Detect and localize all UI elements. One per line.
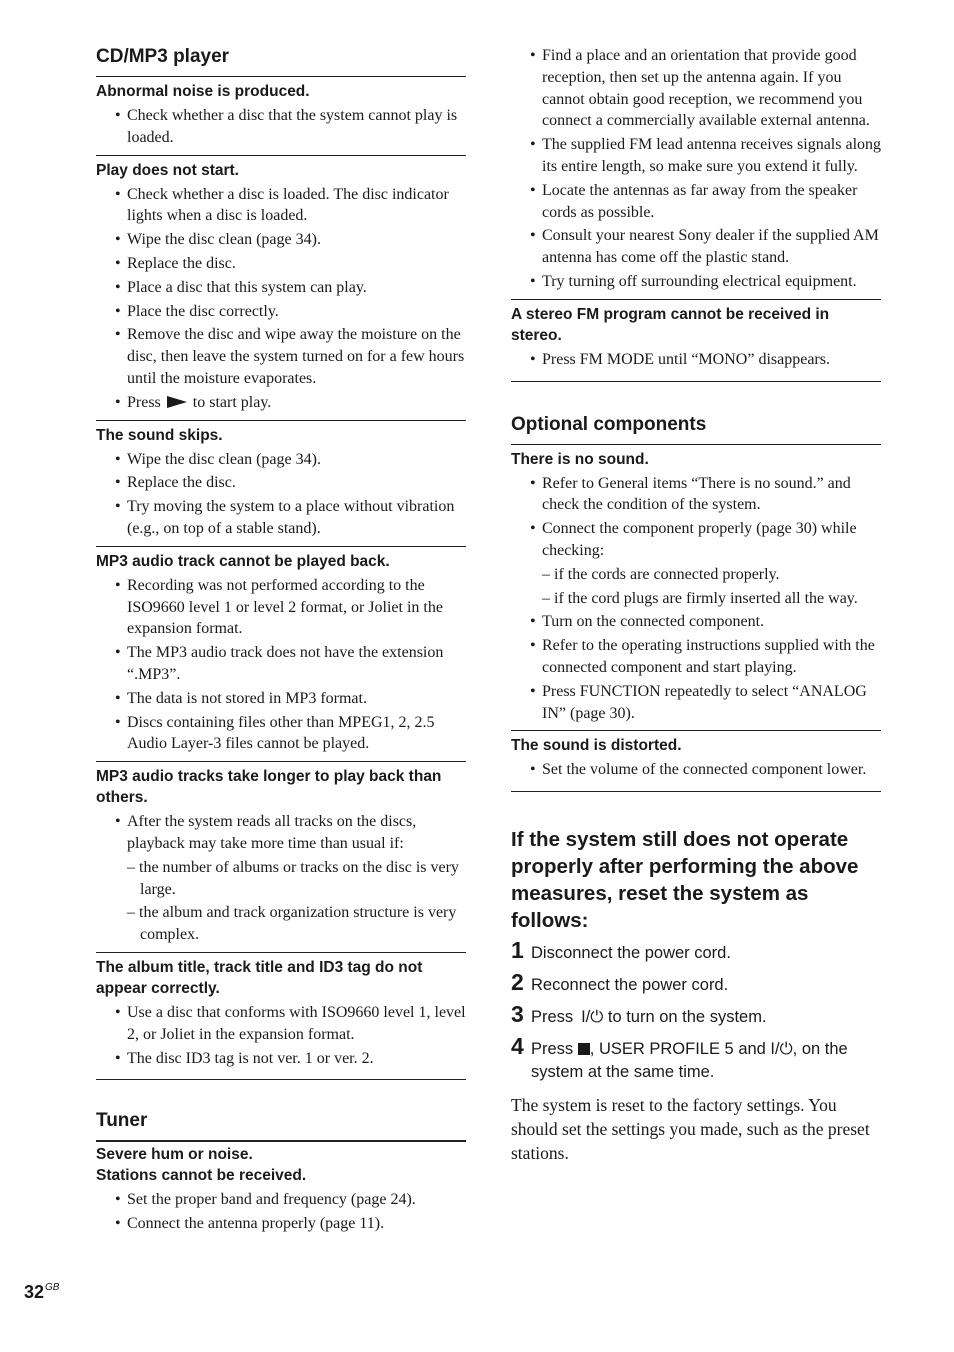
cd-mp3-section-title: CD/MP3 player	[96, 46, 230, 67]
answer: • Replace the disc.	[96, 253, 466, 275]
answer-sub: – the album and track organization structure is very complex.	[127, 904, 457, 944]
page-number: $32^{GB}$	[24, 1282, 60, 1302]
reset-step-4: 4 Press , USER PROFILE 5 and I/⏻, on the system at the same time.	[511, 1033, 848, 1082]
trouble-sound-distorted	[511, 730, 881, 792]
stop-icon	[578, 1043, 590, 1055]
question: Abnormal noise is produced.	[96, 83, 310, 100]
tuner-section-title: Tuner	[96, 1110, 148, 1132]
trouble-mp3-slow	[96, 761, 466, 946]
answer: • Connect the antenna properly (page 11).	[96, 1213, 466, 1235]
answer: • Try turning off surrounding electrical equipment.	[511, 271, 881, 293]
reset-title: If the system still does not operate properly after performing the above measures, reset the system as follows:	[511, 828, 859, 933]
question: MP3 audio track cannot be played back.	[96, 552, 390, 570]
answer: • Press FUNCTION repeatedly to select “ANALOG IN” (page 30).	[511, 681, 881, 725]
answer: • Consult your nearest Sony dealer if the supplied AM antenna has come off the plastic stand.	[511, 225, 881, 269]
answer: • The disc ID3 tag is not ver. 1 or ver. 2.	[96, 1048, 466, 1070]
answer: • Check whether a disc is loaded. The disc indicator lights when a disc is loaded.	[96, 184, 466, 228]
answer-sub: – the number of albums or tracks on the disc is very large.	[127, 858, 459, 898]
answer: • Check whether a disc that the system cannot play is loaded.	[96, 105, 466, 149]
reset-paragraph: The system is reset to the factory settings. You should set the settings you made, such as the preset stations.	[511, 1095, 870, 1164]
answer: • Refer to General items “There is no sound.” and check the condition of the system.	[511, 473, 881, 517]
answer: • After the system reads all tracks on the discs, playback may take more time than usual if:	[96, 811, 466, 855]
left-column	[96, 44, 466, 1241]
question: The sound skips.	[96, 426, 223, 444]
reset-step-3: 3 Press I/⏻ to turn on the system.	[511, 1001, 767, 1028]
answer-sub: – if the cord plugs are firmly inserted all the way.	[542, 589, 858, 607]
answer: • Refer to the operating instructions supplied with the connected component and start playing.	[511, 635, 881, 679]
answer: • The MP3 audio track does not have the extension “.MP3”.	[96, 642, 466, 686]
answer: • Press FM MODE until “MONO” disappears.	[511, 349, 881, 371]
answer: • Find a place and an orientation that provide good reception, then set up the antenna again. If you cannot obtain good reception, we recommend you connect a commercially available external antenna.	[511, 45, 881, 132]
answer: • The supplied FM lead antenna receives signals along its entire length, so make sure you extend it fully.	[511, 134, 881, 178]
answer: • Remove the disc and wipe away the moisture on the disc, then leave the system turned on for a few hours until the moisture evaporates.	[96, 324, 466, 389]
answer: • Set the proper band and frequency (page 24).	[96, 1189, 466, 1211]
answer: • Wipe the disc clean (page 34).	[96, 449, 466, 471]
answer: • Place the disc correctly.	[96, 301, 466, 323]
answer: • Try moving the system to a place without vibration (e.g., on top of a stable stand).	[96, 496, 466, 540]
answer: • Replace the disc.	[96, 472, 466, 494]
trouble-no-sound	[511, 444, 881, 725]
question: Severe hum or noise.	[96, 1146, 253, 1164]
reset-step-1: 1 Disconnect the power cord.	[511, 937, 731, 964]
play-icon	[167, 396, 187, 408]
question: The sound is distorted.	[511, 737, 682, 755]
question: The album title, track title and ID3 tag do not appear correctly.	[96, 958, 423, 997]
trouble-play-does-not-start	[96, 155, 466, 414]
trouble-severe-hum	[96, 1142, 466, 1235]
answer: • Recording was not performed according to the ISO9660 level 1 or level 2 format, or Joliet in the expansion format.	[96, 575, 466, 640]
tuner-continued	[511, 45, 881, 293]
answer: • Connect the component properly (page 30) while checking:	[511, 518, 881, 562]
answer: • Turn on the connected component.	[511, 611, 881, 633]
reset-step-2: 2 Reconnect the power cord.	[511, 969, 729, 996]
answer: • Wipe the disc clean (page 34).	[96, 229, 466, 251]
question: Stations cannot be received.	[96, 1167, 307, 1185]
answer: • The data is not stored in MP3 format.	[96, 688, 466, 710]
trouble-stereo-fm	[511, 299, 881, 382]
answer: • Place a disc that this system can play.	[96, 277, 466, 299]
trouble-sound-skips	[96, 420, 466, 540]
answer: • Set the volume of the connected component lower.	[511, 759, 881, 781]
question: There is no sound.	[511, 450, 649, 468]
answer-press-play: • Press to start play.	[96, 392, 466, 414]
trouble-abnormal-noise	[96, 76, 466, 149]
answer: • Locate the antennas as far away from the speaker cords as possible.	[511, 180, 881, 224]
question: Play does not start.	[96, 161, 239, 179]
right-column	[511, 45, 881, 1165]
question: MP3 audio tracks take longer to play back than others.	[96, 768, 442, 807]
trouble-id3-tag	[96, 952, 466, 1080]
optional-components-title: Optional components	[511, 413, 707, 435]
question: A stereo FM program cannot be received in stereo.	[511, 305, 830, 344]
trouble-mp3-not-played	[96, 546, 466, 755]
answer: • Use a disc that conforms with ISO9660 level 1, level 2, or Joliet in the expansion format.	[96, 1002, 466, 1046]
answer: • Discs containing files other than MPEG1, 2, 2.5 Audio Layer-3 files cannot be played.	[96, 712, 466, 756]
answer-sub: – if the cords are connected properly.	[542, 565, 780, 583]
